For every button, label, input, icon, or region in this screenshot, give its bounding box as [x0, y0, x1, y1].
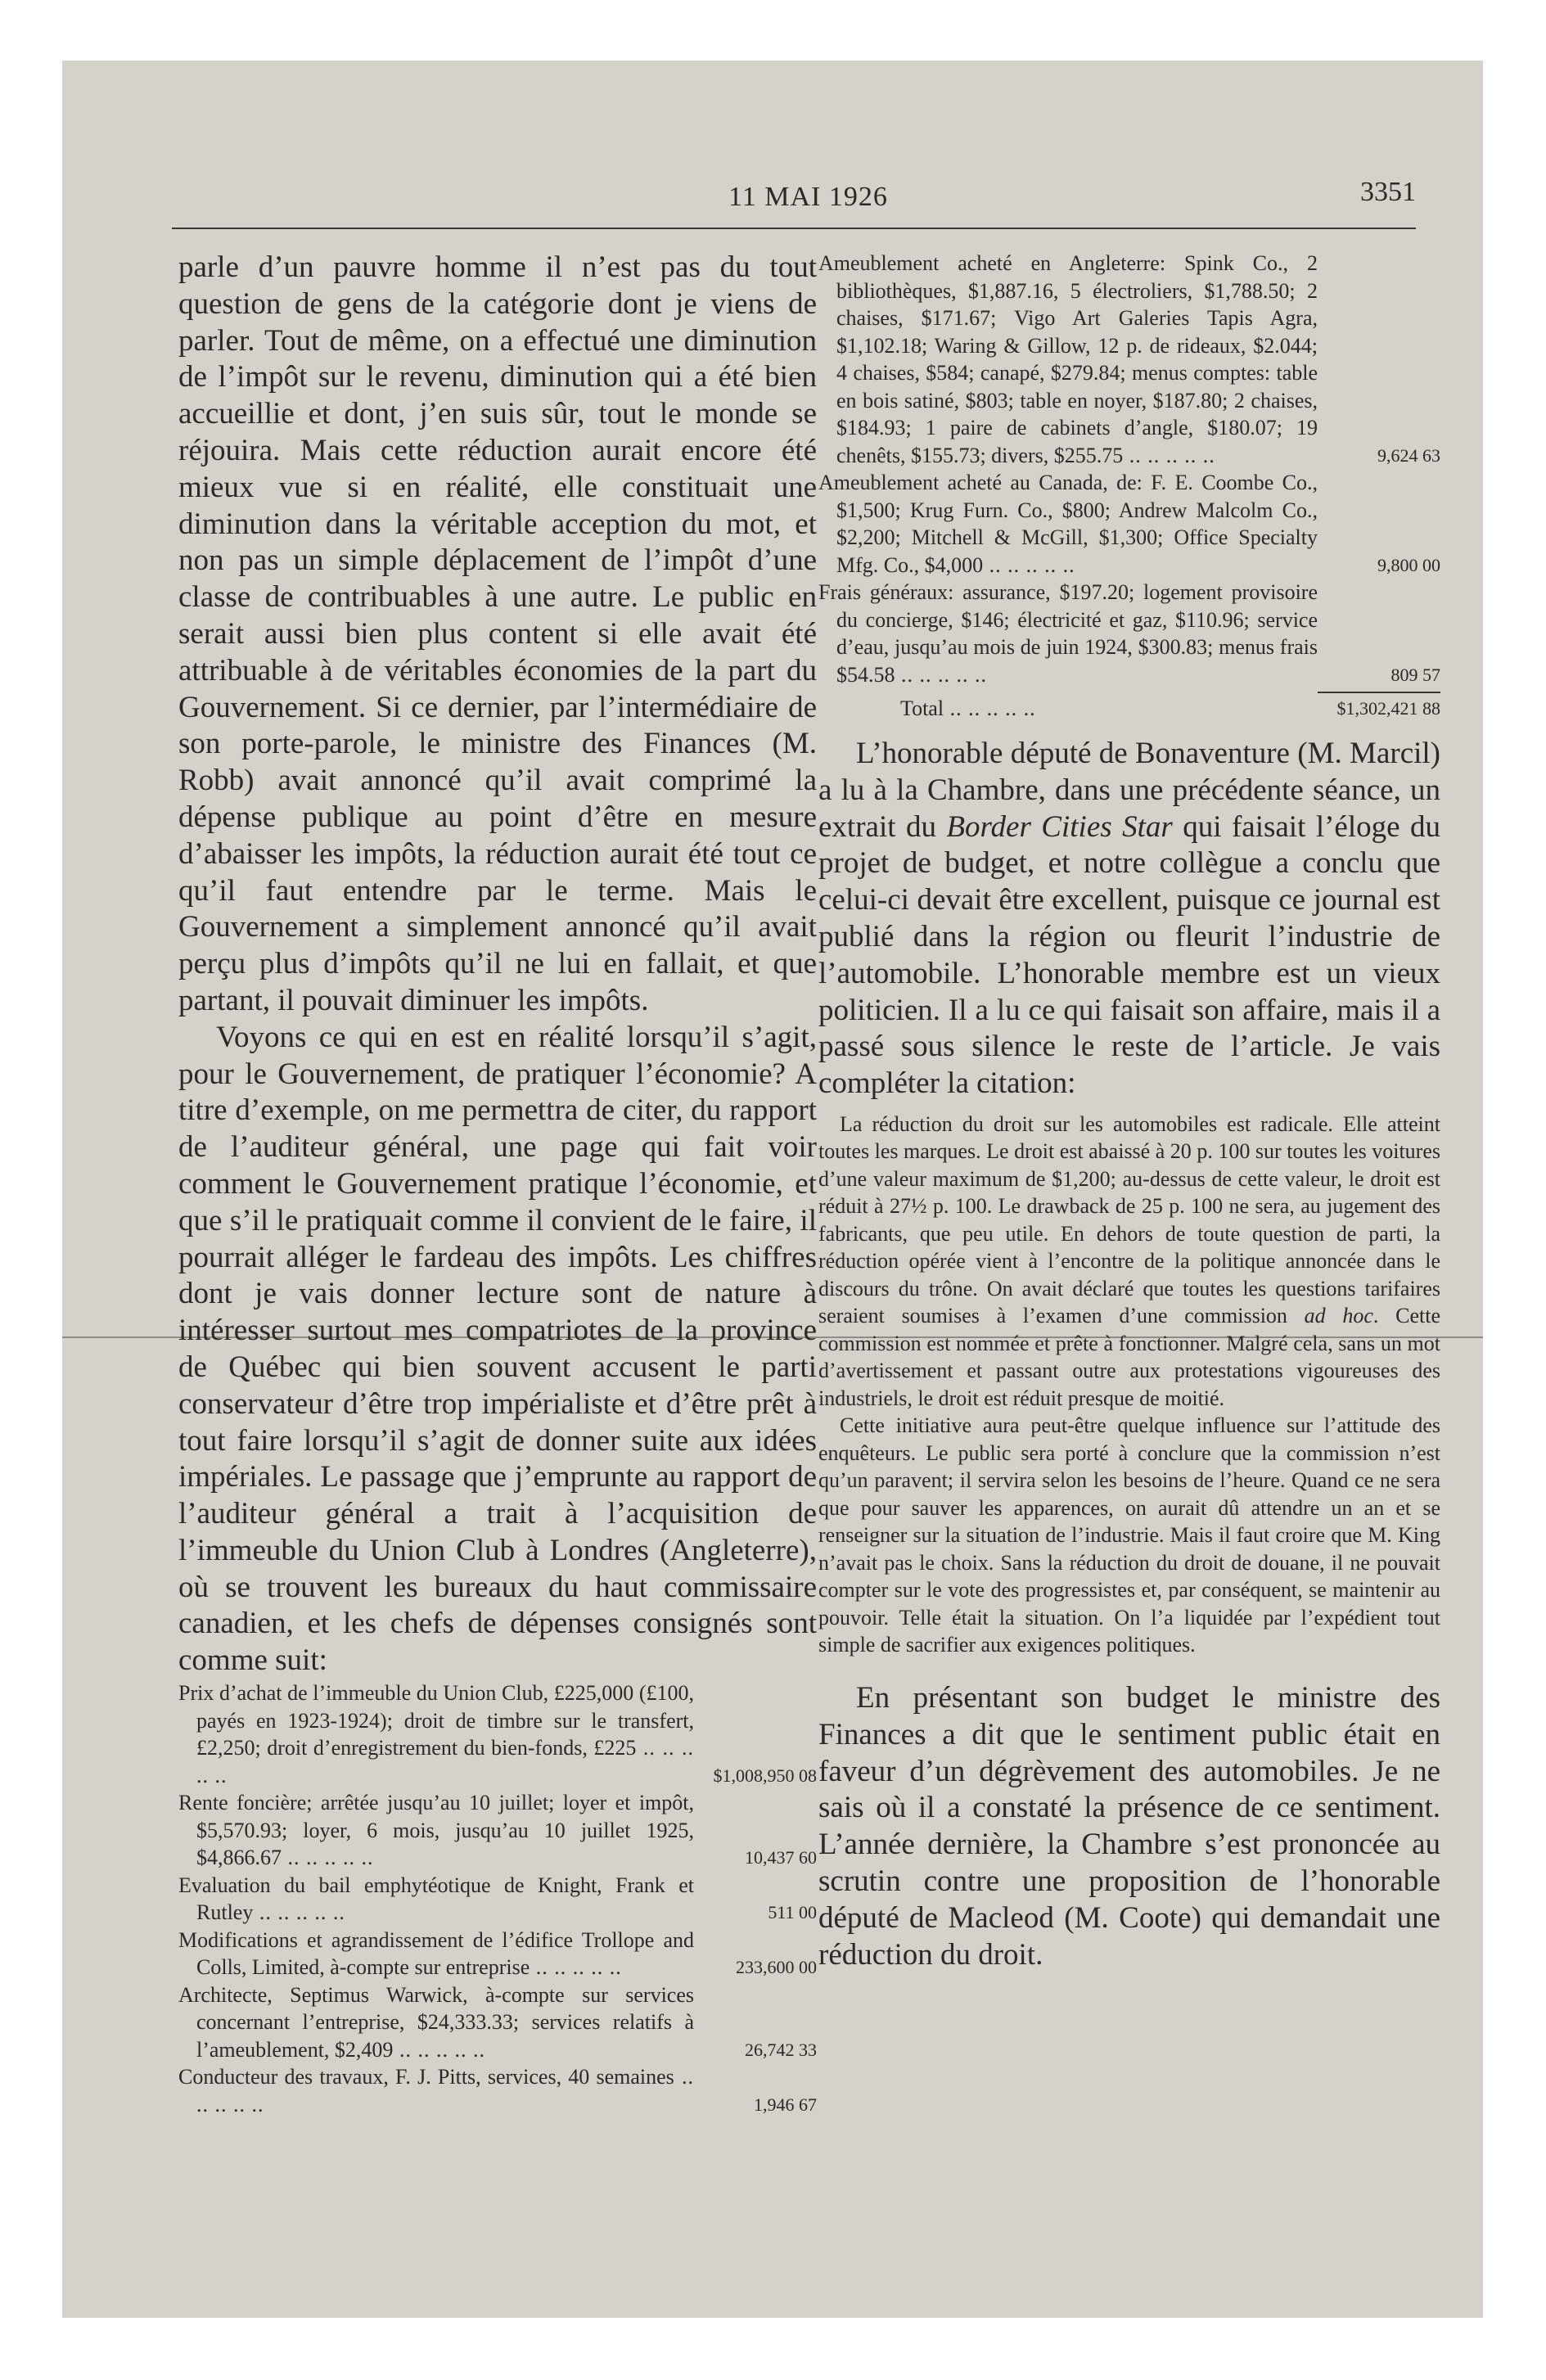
left-column	[178, 250, 817, 2118]
expense-desc: Prix d’achat de l’immeuble du Union Club, £225,000 (£100, payés en 1923-1924); droit de timbre sur le transfert, £2,250; droit d’enregistrement du bien-fonds, £225	[178, 1681, 694, 1760]
total-row	[818, 693, 1440, 724]
expense-desc: Rente foncière; arrêtée jusqu’au 10 juillet; loyer et impôt, $5,570.93; loyer, 6 mois, jusqu’au 10 juillet 1925, $4,866.67	[178, 1791, 694, 1870]
quote-paragraph-1	[818, 1111, 1440, 1413]
expense-desc: Conducteur des travaux, F. J. Pitts, services, 40 semaines	[178, 2065, 674, 2089]
expense-amount: 809 57	[1390, 664, 1440, 685]
expense-amount: 9,800 00	[1377, 554, 1440, 575]
page-header	[172, 177, 1416, 214]
header-date: 11 MAI 1926	[728, 182, 888, 212]
expense-amount: 233,600 00	[736, 1957, 817, 1978]
expense-desc: Ameublement acheté au Canada, de: F. E. Coombe Co., $1,500; Krug Furn. Co., $800; Andrew Malcolm Co., $2,200; Mitchell & McGill, $1,300; Office Specialty Mfg. Co., $4,000	[818, 471, 1318, 577]
right-expense-table	[818, 250, 1440, 688]
table-row	[178, 1927, 817, 1981]
total-amount: $1,302,421 88	[1336, 698, 1440, 719]
left-expense-table	[178, 1679, 817, 2118]
right-paragraph-2: En présentant son budget le ministre des Finances a dit que le sentiment public était en faveur d’un dégrèvement des automobiles. Je ne sais où il a constaté la présence de ce sentiment. L’année dernière, la Chambre s’est prononcée au scrutin contre une proposition de l’honorable député de Macleod (M. Coote) qui demandait une réduction du droit.	[818, 1680, 1440, 1972]
expense-amount: 9,624 63	[1377, 444, 1440, 466]
table-row	[178, 2063, 817, 2118]
table-row	[178, 1679, 817, 1789]
para-text: qui faisait l’éloge du projet de budget, et notre collègue a conclu que celui-ci devait être excellent, puisque ce journal est publié dans la région ou fleurit l’industrie de l’automobile. L’honorable membre est un vieux politicien. Il a lu ce qui faisait son affaire, mais il a passé sous silence le reste de l’article. Je vais compléter la citation:	[818, 809, 1440, 1101]
page-number: 3351	[1360, 177, 1416, 207]
left-paragraph-2: Voyons ce qui en est en réalité lorsqu’il s’agit, pour le Gouvernement, de pratiquer l’économie? A titre d’exemple, on me permettra de citer, du rapport de l’auditeur général, une page qui fait voir comment le Gouvernement pratique l’économie, et que s’il le pratiquait comme il convient de le faire, il pourrait alléger le fardeau des impôts. Les chiffres dont je vais donner lecture sont de nature à intéresser surtout mes compatriotes de la province de Québec qui bien souvent accusent le parti conservateur d’être trop impérialiste et d’être prêt à tout faire lorsqu’il s’agit de donner suite aux idées impériales. Le passage que j’emprunte au rapport de l’auditeur général a trait à l’acquisition de l’immeuble du Union Club à Londres (Angleterre), où se trouvent les bureaux du haut commissaire canadien, et les chefs de dépenses consignés sont comme suit:	[178, 1020, 817, 1678]
quote-text: La réduction du droit sur les automobiles est radicale. Elle atteint toutes les marques. Le droit est abaissé à 20 p. 100 sur toutes les voitures d’une valeur maximum de $1,200; au-dessus de cette valeur, le droit est réduit à 27½ p. 100. Le drawback de 25 p. 100 ne sera, au jugement des fabricants, que peu utile. En dehors de toute question de parti, la réduction opérée vient à l’encontre de la politique annoncée dans le discours du trône. On avait déclaré que toutes les questions tarifaires seraient soumises à l’examen d’une commission	[818, 1111, 1440, 1328]
expense-amount: 10,437 60	[745, 1847, 817, 1868]
para-text: L’honorable député de Bonaventure (M. Marcil) a lu à la Chambre, dans une précédente séance, un extrait du	[818, 737, 1440, 844]
right-column	[818, 250, 1440, 1973]
total-label: Total	[900, 696, 944, 720]
newspaper-title: Border Cities Star	[946, 809, 1173, 844]
table-row	[818, 250, 1440, 469]
header-rule	[172, 228, 1416, 229]
right-paragraph-1	[818, 736, 1440, 1102]
expense-desc: Evaluation du bail emphytéotique de Knight, Frank et Rutley	[178, 1873, 694, 1925]
expense-desc: Ameublement acheté en Angleterre: Spink Co., 2 bibliothèques, $1,887.16, 5 électroliers, $1,788.50; 2 chaises, $171.67; Vigo Art Galeries Tapis Agra, $1,102.18; Waring & Gillow, 12 p. de rideaux, $2.044; 4 chaises, $584; canapé, $279.84; menus comptes: table en bois satiné, $803; table en noyer, $187.80; 2 chaises, $184.93; 1 paire de cabinets d’angle, $180.07; 19 chenêts, $155.73; divers, $255.75	[818, 251, 1318, 467]
expense-amount: 511 00	[768, 1902, 817, 1923]
expense-desc: Architecte, Septimus Warwick, à-compte sur services concernant l’entreprise, $24,333.33; services relatifs à l’ameublement, $2,409	[178, 1982, 694, 2062]
expense-amount: $1,008,950 08	[713, 1765, 817, 1786]
left-paragraph-1: parle d’un pauvre homme il n’est pas du tout question de gens de la catégorie dont je viens de parler. Tout de même, on a effectué une diminution de l’impôt sur le revenu, diminution qui a été bien accueillie et dont, j’en suis sûr, tout le monde se réjouira. Mais cette réduction aurait encore été mieux vue si en réalité, elle constituait une diminution dans la véritable acception du mot, et non pas un simple déplacement de l’impôt d’une classe de contribuables à une autre. Le public en serait aussi bien plus content si elle avait été attribuable à de véritables économies de la part du Gouvernement. Si ce dernier, par l’intermédiaire de son porte-parole, le ministre des Finances (M. Robb) avait annoncé qu’il avait comprimé la dépense publique au point d’être en mesure d’abaisser les impôts, la réduction aurait été tout ce qu’il faut entendre par le terme. Mais le Gouvernement a simplement annoncé qu’il avait perçu plus d’impôts qu’il ne lui en fallait, et que partant, il pouvait diminuer les impôts.	[178, 250, 817, 1017]
quote-text: . Cette commission est nommée et prête à fonctionner. Malgré cela, sans un mot d’avertissement et passant outre aux protestations vigoureuses des industriels, le droit est réduit presque de moitié.	[818, 1304, 1440, 1410]
table-row	[178, 1981, 817, 2064]
quote-italic: ad hoc	[1304, 1304, 1373, 1328]
expense-amount: 26,742 33	[745, 2039, 817, 2060]
table-row	[818, 579, 1440, 688]
expense-desc: Frais généraux: assurance, $197.20; logement provisoire du concierge, $146; électricité et gaz, $110.96; service d’eau, jusqu’au mois de juin 1924, $300.83; menus frais $54.58	[818, 580, 1318, 687]
expense-desc: Modifications et agrandissement de l’édifice Trollope and Colls, Limited, à-compte sur entreprise	[178, 1927, 694, 1980]
table-row	[178, 1872, 817, 1927]
table-row	[818, 469, 1440, 579]
table-row	[178, 1789, 817, 1872]
quote-paragraph-2: Cette initiative aura peut-être quelque influence sur l’attitude des enquêteurs. Le public sera porté à conclure que la commission n’est qu’un paravent; il servira selon les besoins de l’heure. Quand ce ne sera que pour sauver les apparences, on aurait dû attendre un an et se renseigner sur la situation de l’industrie. Mais il faut croire que M. King n’avait pas le choix. Sans la réduction du droit de douane, il ne pouvait compter sur le vote des progressistes et, par conséquent, se maintenir au pouvoir. Telle était la situation. On l’a liquidée par l’expédient tout simple de sacrifier aux exigences politiques.	[818, 1413, 1440, 1657]
expense-amount: 1,946 67	[754, 2094, 817, 2115]
